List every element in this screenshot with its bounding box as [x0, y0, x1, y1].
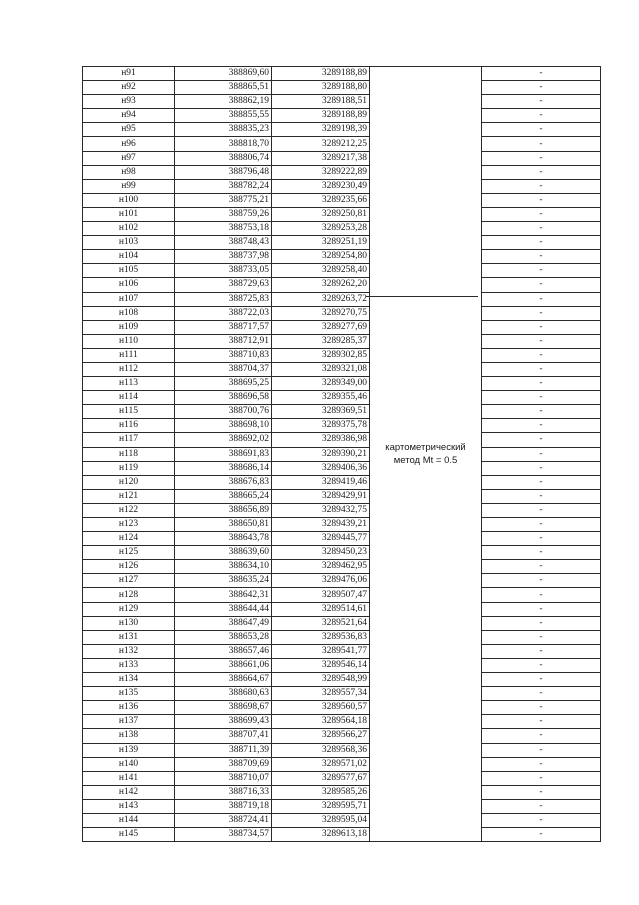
table-row — [83, 743, 601, 757]
point-id-cell: н115 — [83, 405, 175, 419]
y-coordinate-cell: 3289541,77 — [272, 644, 370, 658]
point-id-cell: н120 — [83, 475, 175, 489]
point-id-cell: н105 — [83, 264, 175, 278]
x-coordinate-cell: 388710,07 — [175, 771, 272, 785]
method-column-divider — [366, 296, 478, 297]
point-id-cell: н99 — [83, 179, 175, 193]
point-id-cell: н109 — [83, 320, 175, 334]
x-coordinate-cell: 388686,14 — [175, 461, 272, 475]
y-coordinate-cell: 3289585,26 — [272, 785, 370, 799]
y-coordinate-cell: 3289536,83 — [272, 630, 370, 644]
point-id-cell: н101 — [83, 207, 175, 221]
x-coordinate-cell: 388725,83 — [175, 292, 272, 306]
table-row — [83, 433, 601, 447]
y-coordinate-cell: 3289429,91 — [272, 489, 370, 503]
y-coordinate-cell: 3289507,47 — [272, 588, 370, 602]
x-coordinate-cell: 388759,26 — [175, 207, 272, 221]
dash-cell: - — [482, 334, 601, 348]
x-coordinate-cell: 388806,74 — [175, 151, 272, 165]
dash-cell: - — [482, 447, 601, 461]
dash-cell: - — [482, 123, 601, 137]
y-coordinate-cell: 3289230,49 — [272, 179, 370, 193]
point-id-cell: н139 — [83, 743, 175, 757]
dash-cell: - — [482, 560, 601, 574]
y-coordinate-cell: 3289258,40 — [272, 264, 370, 278]
y-coordinate-cell: 3289514,61 — [272, 602, 370, 616]
x-coordinate-cell: 388712,91 — [175, 334, 272, 348]
y-coordinate-cell: 3289263,72 — [272, 292, 370, 306]
dash-cell: - — [482, 67, 601, 81]
y-coordinate-cell: 3289254,80 — [272, 250, 370, 264]
point-id-cell: н117 — [83, 433, 175, 447]
x-coordinate-cell: 388657,46 — [175, 644, 272, 658]
point-id-cell: н140 — [83, 757, 175, 771]
table-row — [83, 687, 601, 701]
y-coordinate-cell: 3289462,95 — [272, 560, 370, 574]
dash-cell: - — [482, 757, 601, 771]
point-id-cell: н129 — [83, 602, 175, 616]
point-id-cell: н96 — [83, 137, 175, 151]
y-coordinate-cell: 3289557,34 — [272, 687, 370, 701]
table-row — [83, 236, 601, 250]
table-row — [83, 475, 601, 489]
dash-cell: - — [482, 278, 601, 292]
y-coordinate-cell: 3289546,14 — [272, 658, 370, 672]
point-id-cell: н145 — [83, 828, 175, 842]
point-id-cell: н142 — [83, 785, 175, 799]
dash-cell: - — [482, 461, 601, 475]
table-row — [83, 306, 601, 320]
x-coordinate-cell: 388707,41 — [175, 729, 272, 743]
table-row — [83, 362, 601, 376]
table-row — [83, 574, 601, 588]
table-row — [83, 95, 601, 109]
y-coordinate-cell: 3289571,02 — [272, 757, 370, 771]
dash-cell: - — [482, 503, 601, 517]
dash-cell: - — [482, 207, 601, 221]
y-coordinate-cell: 3289217,38 — [272, 151, 370, 165]
dash-cell: - — [482, 489, 601, 503]
point-id-cell: н95 — [83, 123, 175, 137]
dash-cell: - — [482, 306, 601, 320]
table-row — [83, 151, 601, 165]
x-coordinate-cell: 388835,23 — [175, 123, 272, 137]
y-coordinate-cell: 3289270,75 — [272, 306, 370, 320]
table-row — [83, 532, 601, 546]
point-id-cell: н144 — [83, 813, 175, 827]
y-coordinate-cell: 3289375,78 — [272, 419, 370, 433]
dash-cell: - — [482, 673, 601, 687]
table-row — [83, 560, 601, 574]
y-coordinate-cell: 3289251,19 — [272, 236, 370, 250]
x-coordinate-cell: 388862,19 — [175, 95, 272, 109]
table-row — [83, 222, 601, 236]
dash-cell: - — [482, 532, 601, 546]
y-coordinate-cell: 3289521,64 — [272, 616, 370, 630]
y-coordinate-cell: 3289406,36 — [272, 461, 370, 475]
dash-cell: - — [482, 250, 601, 264]
x-coordinate-cell: 388782,24 — [175, 179, 272, 193]
dash-cell: - — [482, 222, 601, 236]
y-coordinate-cell: 3289595,04 — [272, 813, 370, 827]
point-id-cell: н134 — [83, 673, 175, 687]
dash-cell: - — [482, 377, 601, 391]
y-coordinate-cell: 3289386,98 — [272, 433, 370, 447]
coordinates-table-body — [83, 67, 601, 842]
dash-cell: - — [482, 236, 601, 250]
point-id-cell: н107 — [83, 292, 175, 306]
point-id-cell: н102 — [83, 222, 175, 236]
x-coordinate-cell: 388695,25 — [175, 377, 272, 391]
table-row — [83, 489, 601, 503]
point-id-cell: н91 — [83, 67, 175, 81]
point-id-cell: н98 — [83, 165, 175, 179]
table-row — [83, 264, 601, 278]
point-id-cell: н114 — [83, 391, 175, 405]
table-row — [83, 123, 601, 137]
y-coordinate-cell: 3289188,51 — [272, 95, 370, 109]
x-coordinate-cell: 388698,10 — [175, 419, 272, 433]
table-row — [83, 334, 601, 348]
x-coordinate-cell: 388818,70 — [175, 137, 272, 151]
y-coordinate-cell: 3289235,66 — [272, 193, 370, 207]
dash-cell: - — [482, 391, 601, 405]
table-row — [83, 701, 601, 715]
y-coordinate-cell: 3289250,81 — [272, 207, 370, 221]
point-id-cell: н121 — [83, 489, 175, 503]
x-coordinate-cell: 388700,76 — [175, 405, 272, 419]
dash-cell: - — [482, 588, 601, 602]
x-coordinate-cell: 388734,57 — [175, 828, 272, 842]
table-row — [83, 785, 601, 799]
y-coordinate-cell: 3289577,67 — [272, 771, 370, 785]
point-id-cell: н111 — [83, 348, 175, 362]
point-id-cell: н137 — [83, 715, 175, 729]
table-row — [83, 799, 601, 813]
dash-cell: - — [482, 193, 601, 207]
y-coordinate-cell: 3289432,75 — [272, 503, 370, 517]
method-cell — [370, 67, 482, 842]
x-coordinate-cell: 388665,24 — [175, 489, 272, 503]
x-coordinate-cell: 388699,43 — [175, 715, 272, 729]
table-row — [83, 193, 601, 207]
point-id-cell: н128 — [83, 588, 175, 602]
table-row — [83, 67, 601, 81]
point-id-cell: н136 — [83, 701, 175, 715]
x-coordinate-cell: 388661,06 — [175, 658, 272, 672]
y-coordinate-cell: 3289277,69 — [272, 320, 370, 334]
x-coordinate-cell: 388775,21 — [175, 193, 272, 207]
dash-cell: - — [482, 701, 601, 715]
dash-cell: - — [482, 630, 601, 644]
table-row — [83, 503, 601, 517]
point-id-cell: н143 — [83, 799, 175, 813]
point-id-cell: н122 — [83, 503, 175, 517]
table-row — [83, 757, 601, 771]
x-coordinate-cell: 388692,02 — [175, 433, 272, 447]
y-coordinate-cell: 3289564,18 — [272, 715, 370, 729]
point-id-cell: н94 — [83, 109, 175, 123]
dash-cell: - — [482, 348, 601, 362]
point-id-cell: н100 — [83, 193, 175, 207]
x-coordinate-cell: 388719,18 — [175, 799, 272, 813]
table-row — [83, 377, 601, 391]
table-row — [83, 630, 601, 644]
point-id-cell: н104 — [83, 250, 175, 264]
point-id-cell: н103 — [83, 236, 175, 250]
y-coordinate-cell: 3289390,21 — [272, 447, 370, 461]
dash-cell: - — [482, 715, 601, 729]
dash-cell: - — [482, 771, 601, 785]
table-row — [83, 771, 601, 785]
table-row — [83, 250, 601, 264]
x-coordinate-cell: 388710,83 — [175, 348, 272, 362]
table-row — [83, 137, 601, 151]
y-coordinate-cell: 3289262,20 — [272, 278, 370, 292]
coordinates-table — [82, 66, 601, 842]
x-coordinate-cell: 388796,48 — [175, 165, 272, 179]
x-coordinate-cell: 388680,63 — [175, 687, 272, 701]
table-row — [83, 81, 601, 95]
x-coordinate-cell: 388724,41 — [175, 813, 272, 827]
table-row — [83, 546, 601, 560]
y-coordinate-cell: 3289355,46 — [272, 391, 370, 405]
y-coordinate-cell: 3289188,89 — [272, 67, 370, 81]
point-id-cell: н135 — [83, 687, 175, 701]
y-coordinate-cell: 3289568,36 — [272, 743, 370, 757]
x-coordinate-cell: 388639,60 — [175, 546, 272, 560]
y-coordinate-cell: 3289450,23 — [272, 546, 370, 560]
dash-cell: - — [482, 433, 601, 447]
x-coordinate-cell: 388704,37 — [175, 362, 272, 376]
x-coordinate-cell: 388869,60 — [175, 67, 272, 81]
dash-cell: - — [482, 179, 601, 193]
dash-cell: - — [482, 320, 601, 334]
table-row — [83, 828, 601, 842]
table-row — [83, 729, 601, 743]
table-row — [83, 278, 601, 292]
point-id-cell: н138 — [83, 729, 175, 743]
point-id-cell: н127 — [83, 574, 175, 588]
x-coordinate-cell: 388733,05 — [175, 264, 272, 278]
x-coordinate-cell: 388748,43 — [175, 236, 272, 250]
table-row — [83, 348, 601, 362]
y-coordinate-cell: 3289253,28 — [272, 222, 370, 236]
x-coordinate-cell: 388656,89 — [175, 503, 272, 517]
x-coordinate-cell: 388698,67 — [175, 701, 272, 715]
point-id-cell: н97 — [83, 151, 175, 165]
table-row — [83, 461, 601, 475]
table-row — [83, 715, 601, 729]
dash-cell: - — [482, 813, 601, 827]
table-row — [83, 292, 601, 306]
method-label: картометрический — [385, 442, 466, 454]
point-id-cell: н106 — [83, 278, 175, 292]
dash-cell: - — [482, 419, 601, 433]
point-id-cell: н126 — [83, 560, 175, 574]
point-id-cell: н92 — [83, 81, 175, 95]
table-row — [83, 447, 601, 461]
y-coordinate-cell: 3289198,39 — [272, 123, 370, 137]
table-row — [83, 644, 601, 658]
table-row — [83, 109, 601, 123]
y-coordinate-cell: 3289439,21 — [272, 518, 370, 532]
dash-cell: - — [482, 602, 601, 616]
table-row — [83, 320, 601, 334]
table-row — [83, 813, 601, 827]
y-coordinate-cell: 3289212,25 — [272, 137, 370, 151]
dash-cell: - — [482, 475, 601, 489]
x-coordinate-cell: 388644,44 — [175, 602, 272, 616]
y-coordinate-cell: 3289476,06 — [272, 574, 370, 588]
point-id-cell: н130 — [83, 616, 175, 630]
x-coordinate-cell: 388753,18 — [175, 222, 272, 236]
dash-cell: - — [482, 644, 601, 658]
table-row — [83, 602, 601, 616]
y-coordinate-cell: 3289445,77 — [272, 532, 370, 546]
dash-cell: - — [482, 518, 601, 532]
y-coordinate-cell: 3289349,00 — [272, 377, 370, 391]
dash-cell: - — [482, 785, 601, 799]
point-id-cell: н124 — [83, 532, 175, 546]
x-coordinate-cell: 388711,39 — [175, 743, 272, 757]
x-coordinate-cell: 388635,24 — [175, 574, 272, 588]
y-coordinate-cell: 3289302,85 — [272, 348, 370, 362]
x-coordinate-cell: 388653,28 — [175, 630, 272, 644]
dash-cell: - — [482, 264, 601, 278]
point-id-cell: н93 — [83, 95, 175, 109]
table-row — [83, 179, 601, 193]
x-coordinate-cell: 388709,69 — [175, 757, 272, 771]
dash-cell: - — [482, 687, 601, 701]
y-coordinate-cell: 3289560,57 — [272, 701, 370, 715]
y-coordinate-cell: 3289595,71 — [272, 799, 370, 813]
x-coordinate-cell: 388729,63 — [175, 278, 272, 292]
y-coordinate-cell: 3289285,37 — [272, 334, 370, 348]
dash-cell: - — [482, 546, 601, 560]
y-coordinate-cell: 3289188,80 — [272, 81, 370, 95]
y-coordinate-cell: 3289188,89 — [272, 109, 370, 123]
x-coordinate-cell: 388634,10 — [175, 560, 272, 574]
point-id-cell: н116 — [83, 419, 175, 433]
point-id-cell: н125 — [83, 546, 175, 560]
dash-cell: - — [482, 292, 601, 306]
x-coordinate-cell: 388664,67 — [175, 673, 272, 687]
y-coordinate-cell: 3289222,89 — [272, 165, 370, 179]
x-coordinate-cell: 388722,03 — [175, 306, 272, 320]
point-id-cell: н119 — [83, 461, 175, 475]
dash-cell: - — [482, 658, 601, 672]
y-coordinate-cell: 3289548,99 — [272, 673, 370, 687]
point-id-cell: н132 — [83, 644, 175, 658]
table-row — [83, 207, 601, 221]
y-coordinate-cell: 3289419,46 — [272, 475, 370, 489]
dash-cell: - — [482, 743, 601, 757]
x-coordinate-cell: 388691,83 — [175, 447, 272, 461]
x-coordinate-cell: 388865,51 — [175, 81, 272, 95]
point-id-cell: н133 — [83, 658, 175, 672]
point-id-cell: н108 — [83, 306, 175, 320]
y-coordinate-cell: 3289321,08 — [272, 362, 370, 376]
point-id-cell: н118 — [83, 447, 175, 461]
table-row — [83, 405, 601, 419]
point-id-cell: н141 — [83, 771, 175, 785]
table-row — [83, 419, 601, 433]
table-row — [83, 588, 601, 602]
x-coordinate-cell: 388647,49 — [175, 616, 272, 630]
table-row — [83, 616, 601, 630]
dash-cell: - — [482, 95, 601, 109]
point-id-cell: н131 — [83, 630, 175, 644]
dash-cell: - — [482, 362, 601, 376]
x-coordinate-cell: 388650,81 — [175, 518, 272, 532]
dash-cell: - — [482, 165, 601, 179]
table-row — [83, 518, 601, 532]
dash-cell: - — [482, 137, 601, 151]
table-row — [83, 658, 601, 672]
point-id-cell: н123 — [83, 518, 175, 532]
dash-cell: - — [482, 729, 601, 743]
table-row — [83, 391, 601, 405]
dash-cell: - — [482, 151, 601, 165]
x-coordinate-cell: 388643,78 — [175, 532, 272, 546]
table-row — [83, 165, 601, 179]
x-coordinate-cell: 388855,55 — [175, 109, 272, 123]
dash-cell: - — [482, 828, 601, 842]
point-id-cell: н113 — [83, 377, 175, 391]
y-coordinate-cell: 3289613,18 — [272, 828, 370, 842]
x-coordinate-cell: 388676,83 — [175, 475, 272, 489]
x-coordinate-cell: 388642,31 — [175, 588, 272, 602]
point-id-cell: н112 — [83, 362, 175, 376]
x-coordinate-cell: 388737,98 — [175, 250, 272, 264]
x-coordinate-cell: 388716,33 — [175, 785, 272, 799]
point-id-cell: н110 — [83, 334, 175, 348]
method-accuracy: метод Mt = 0.5 — [393, 455, 458, 467]
dash-cell: - — [482, 81, 601, 95]
dash-cell: - — [482, 574, 601, 588]
dash-cell: - — [482, 109, 601, 123]
y-coordinate-cell: 3289566,27 — [272, 729, 370, 743]
dash-cell: - — [482, 799, 601, 813]
table-row — [83, 673, 601, 687]
x-coordinate-cell: 388717,57 — [175, 320, 272, 334]
dash-cell: - — [482, 405, 601, 419]
y-coordinate-cell: 3289369,51 — [272, 405, 370, 419]
x-coordinate-cell: 388696,58 — [175, 391, 272, 405]
dash-cell: - — [482, 616, 601, 630]
